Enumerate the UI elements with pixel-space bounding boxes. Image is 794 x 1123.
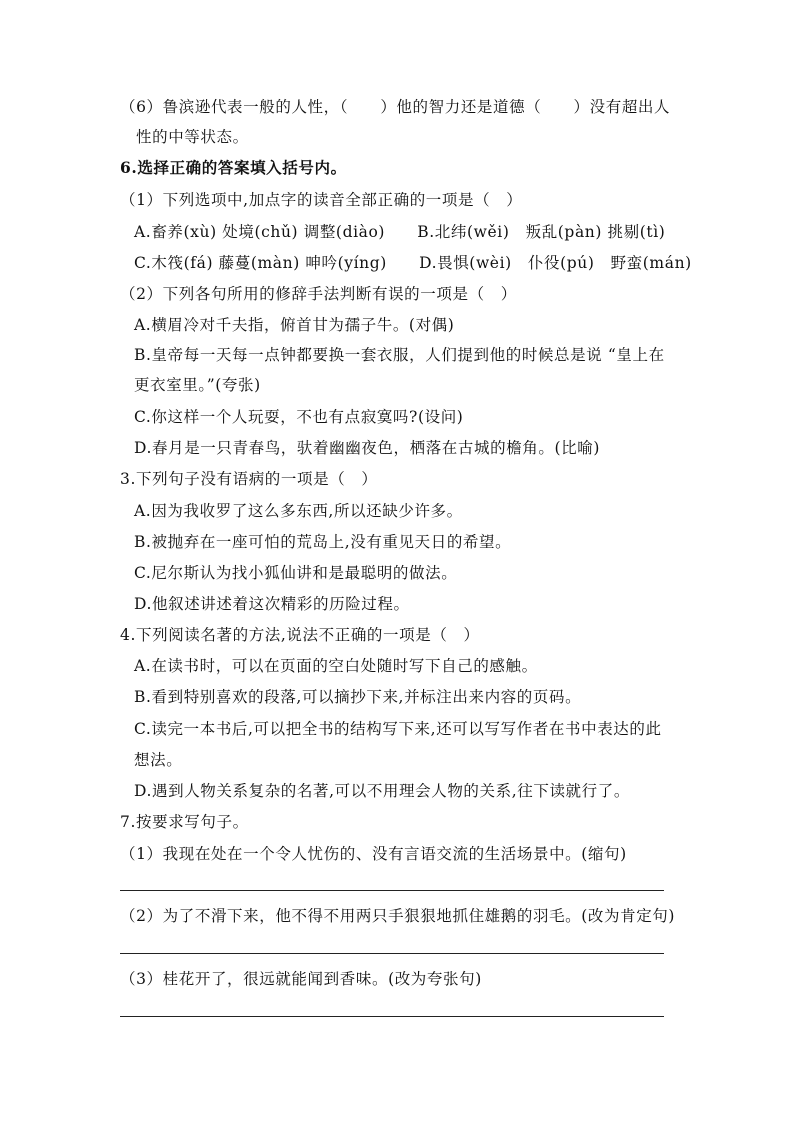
q7-sub3: （3）桂花开了，很远就能闻到香味。(改为夸张句) xyxy=(120,970,482,988)
q4-stem: 4.下列阅读名著的方法,说法不正确的一项是（ ） xyxy=(120,626,480,644)
q6-sub2-stem: （2）下列各句所用的修辞手法判断有误的一项是（ ） xyxy=(120,285,517,303)
q6-sub1-options-row2: C.木筏(fá) 藤蔓(màn) 呻吟(yíng) D.畏惧(wèi) 仆役(pú) 野蛮(mán) xyxy=(134,254,692,272)
q4-option-d: D.遇到人物关系复杂的名著,可以不用理会人物的关系,往下读就行了。 xyxy=(134,782,630,800)
q4-option-c-line2: 想法。 xyxy=(134,751,183,769)
q7-sub3-answer-line[interactable] xyxy=(120,1016,664,1017)
q5-item6-line2: 性的中等状态。 xyxy=(136,128,249,146)
q7-sub1: （1）我现在处在一个令人忧伤的、没有言语交流的生活场景中。(缩句) xyxy=(120,845,627,863)
q3-option-d: D.他叙述讲述着这次精彩的历险过程。 xyxy=(134,595,410,613)
q6-sub2-option-a: A.横眉冷对千夫指，俯首甘为孺子牛。(对偶) xyxy=(134,316,455,334)
q3-stem: 3.下列句子没有语病的一项是（ ） xyxy=(120,470,378,488)
q3-option-c: C.尼尔斯认为找小狐仙讲和是最聪明的做法。 xyxy=(134,564,458,582)
q6-heading: 6.选择正确的答案填入括号内。 xyxy=(120,158,347,177)
q6-sub2-option-c: C.你这样一个人玩耍，不也有点寂寞吗?(设问) xyxy=(134,408,464,426)
q7-stem: 7.按要求写句子。 xyxy=(120,813,249,831)
q4-option-c-line1: C.读完一本书后,可以把全书的结构写下来,还可以写写作者在书中表达的此 xyxy=(134,720,662,738)
q5-item6-line1: （6）鲁滨逊代表一般的人性，（ ）他的智力还是道德（ ）没有超出人 xyxy=(120,98,671,116)
q7-sub2-answer-line[interactable] xyxy=(120,953,664,954)
q3-option-a: A.因为我收罗了这么多东西,所以还缺少许多。 xyxy=(134,502,463,520)
q4-option-b: B.看到特别喜欢的段落,可以摘抄下来,并标注出来内容的页码。 xyxy=(134,688,582,706)
q6-sub2-option-d: D.春月是一只青春鸟，驮着幽幽夜色，栖落在古城的檐角。(比喻) xyxy=(134,439,600,457)
q7-sub1-answer-line[interactable] xyxy=(120,890,664,891)
q6-sub2-option-b-line1: B.皇帝每一天每一点钟都要换一套衣服，人们提到他的时候总是说 “皇上在 xyxy=(134,346,665,364)
q4-option-a: A.在读书时，可以在页面的空白处随时写下自己的感触。 xyxy=(134,657,538,675)
q6-sub1-options-row1: A.畜养(xù) 处境(chǔ) 调整(diào) B.北纬(wěi) 叛乱(pàn) 挑剔(tì) xyxy=(134,223,666,241)
q3-option-b: B.被抛弃在一座可怕的荒岛上,没有重见天日的希望。 xyxy=(134,533,512,551)
q6-sub1-stem: （1）下列选项中,加点字的读音全部正确的一项是（ ） xyxy=(120,191,523,209)
q7-sub2: （2）为了不滑下来，他不得不用两只手狠狠地抓住雄鹅的羽毛。(改为肯定句) xyxy=(120,907,676,925)
q6-sub2-option-b-line2: 更衣室里。”(夸张) xyxy=(134,376,261,394)
